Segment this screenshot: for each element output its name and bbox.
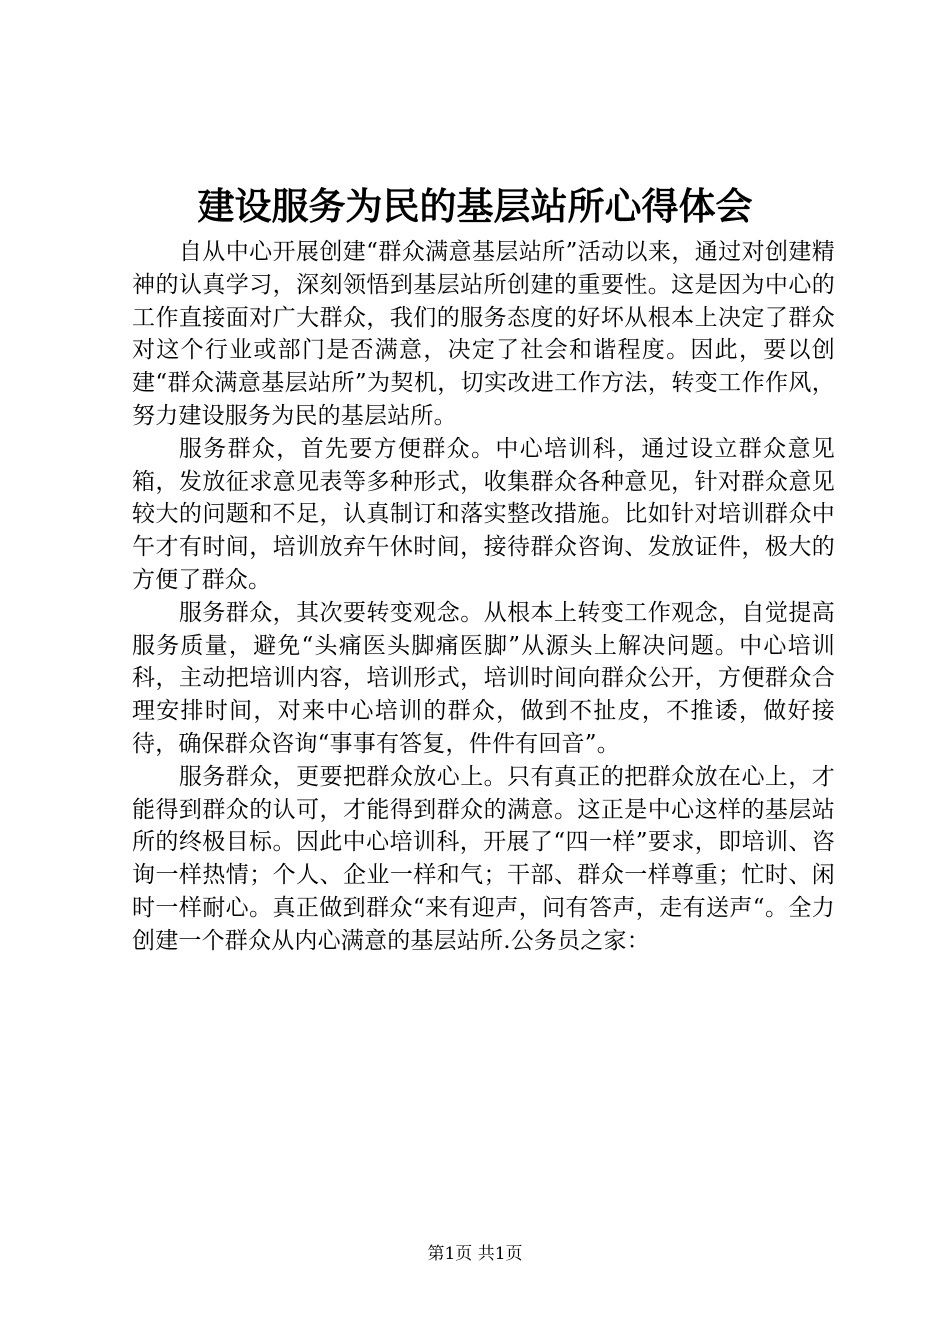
page-footer: 第1页 共1页 bbox=[427, 1244, 523, 1264]
paragraph-1: 自从中心开展创建“群众满意基层站所”活动以来，通过对创建精神的认真学习，深刻领悟到基层站所创建的重要性。这是因为中心的工作直接面对广大群众，我们的服务态度的好坏从根本上决定了群众对这个行业或部门是否满意，决定了社会和谐程度。因此，要以创建“群众满意基层站所”为契机，切实改进工作方法，转变工作作风，努力建设服务为民的基层站所。 bbox=[132, 239, 835, 429]
paragraph-3: 服务群众，其次要转变观念。从根本上转变工作观念，自觉提高服务质量，避免“头痛医头脚痛医脚”从源头上解决问题。中心培训科，主动把培训内容，培训形式，培训时间向群众公开，方便群众合理安排时间，对来中心培训的群众，做到不扯皮，不推诿，做好接待，确保群众咨询“事事有答复，件件有回音”。 bbox=[132, 599, 835, 757]
document-body bbox=[132, 236, 835, 958]
document-title: 建设服务为民的基层站所心得体会 bbox=[197, 185, 753, 228]
paragraph-2: 服务群众，首先要方便群众。中心培训科，通过设立群众意见箱，发放征求意见表等多种形式，收集群众各种意见，针对群众意见较大的问题和不足，认真制订和落实整改措施。比如针对培训群众中午才有时间，培训放弃午休时间，接待群众咨询、发放证件，极大的方便了群众。 bbox=[132, 435, 835, 593]
paragraph-4: 服务群众，更要把群众放心上。只有真正的把群众放在心上，才能得到群众的认可，才能得到群众的满意。这正是中心这样的基层站所的终极目标。因此中心培训科，开展了“四一样”要求，即培训、咨询一样热情；个人、企业一样和气；干部、群众一样尊重；忙时、闲时一样耐心。真正做到群众“来有迎声，问有答声，走有送声“。全力创建一个群众从内心满意的基层站所.公务员之家： bbox=[132, 763, 835, 954]
